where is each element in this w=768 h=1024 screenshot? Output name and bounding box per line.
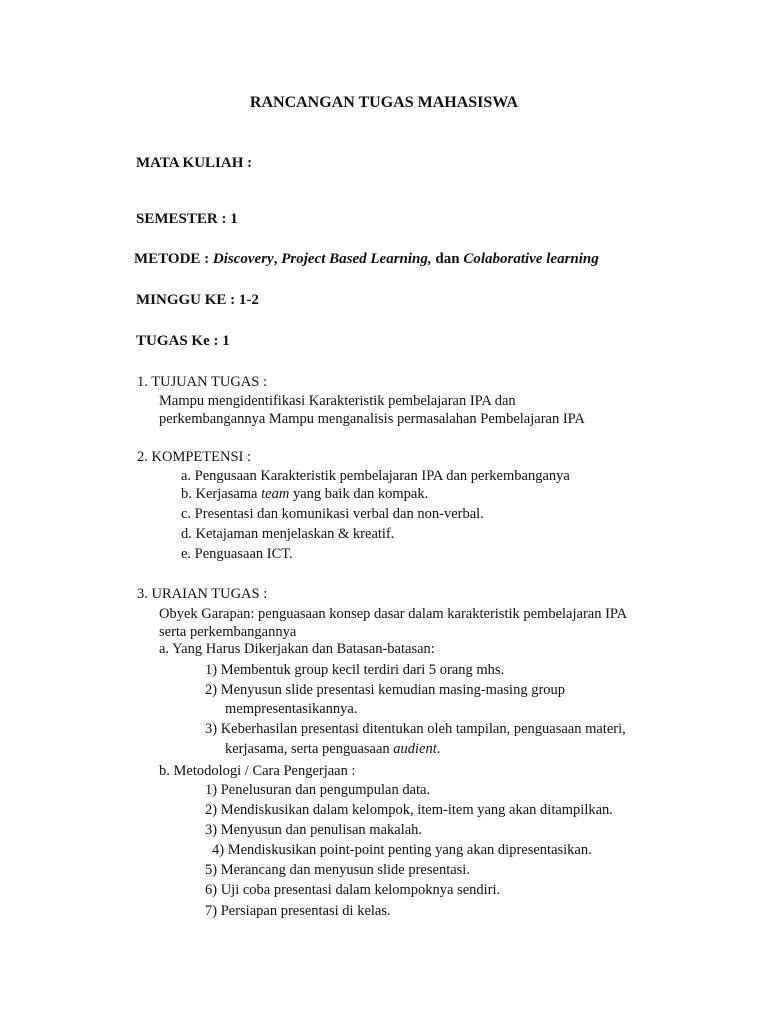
kompetensi-b-em: team bbox=[261, 486, 290, 502]
uraian-a3-pre: kerjasama, serta penguasaan bbox=[225, 741, 394, 757]
uraian-a-heading: a. Yang Harus Dikerjakan dan Batasan-batasan: bbox=[159, 641, 435, 657]
uraian-a-item-2-line-2: mempresentasikannya. bbox=[225, 701, 358, 717]
uraian-b-item-5: 5) Merancang dan menyusun slide presentasi. bbox=[205, 862, 470, 878]
uraian-a-item-3-line-1: 3) Keberhasilan presentasi ditentukan oleh tampilan, penguasaan materi, bbox=[205, 721, 626, 737]
uraian-b-item-4: 4) Mendiskusikan point-point penting yang akan dipresentasikan. bbox=[212, 842, 592, 858]
mata-kuliah-label: MATA KULIAH : bbox=[136, 155, 253, 171]
uraian-a-item-2-line-1: 2) Menyusun slide presentasi kemudian masing-masing group bbox=[205, 682, 566, 698]
tugas-ke-label: TUGAS Ke : 1 bbox=[136, 333, 230, 349]
uraian-b-item-7: 7) Persiapan presentasi di kelas. bbox=[205, 903, 391, 919]
uraian-b-item-2: 2) Mendiskusikan dalam kelompok, item-item yang akan ditampilkan. bbox=[205, 802, 613, 818]
uraian-a-item-3-line-2 bbox=[225, 740, 440, 758]
tujuan-line-1: Mampu mengidentifikasi Karakteristik pembelajaran IPA dan bbox=[159, 393, 516, 409]
tujuan-heading: 1. TUJUAN TUGAS : bbox=[137, 374, 267, 390]
uraian-b-item-1: 1) Penelusuran dan pengumpulan data. bbox=[205, 782, 431, 798]
metode-pbl: Project Based Learning, bbox=[281, 251, 432, 267]
kompetensi-item-d: d. Ketajaman menjelaskan & kreatif. bbox=[181, 526, 395, 542]
uraian-b-heading: b. Metodologi / Cara Pengerjaan : bbox=[159, 763, 356, 779]
kompetensi-item-a: a. Pengusaan Karakteristik pembelajaran IPA dan perkembanganya bbox=[181, 468, 570, 484]
uraian-a3-post: . bbox=[436, 741, 441, 757]
kompetensi-item-e: e. Penguasaan ICT. bbox=[181, 546, 293, 562]
kompetensi-b-pre: b. Kerjasama bbox=[181, 486, 262, 502]
uraian-a3-em: audient bbox=[393, 741, 437, 757]
tujuan-line-2: perkembangannya Mampu menganalisis permasalahan Pembelajaran IPA bbox=[159, 411, 585, 427]
kompetensi-heading: 2. KOMPETENSI : bbox=[137, 449, 251, 465]
metode-sep2: dan bbox=[431, 251, 464, 267]
metode-discovery: Discovery bbox=[212, 251, 274, 267]
uraian-b-item-6: 6) Uji coba presentasi dalam kelompoknya sendiri. bbox=[205, 882, 501, 898]
page-title: RANCANGAN TUGAS MAHASISWA bbox=[249, 94, 519, 111]
metode-label: METODE : bbox=[134, 251, 213, 267]
uraian-obyek-line-1: Obyek Garapan: penguasaan konsep dasar dalam karakteristik pembelajaran IPA bbox=[159, 606, 628, 622]
uraian-a-item-1: 1) Membentuk group kecil terdiri dari 5 orang mhs. bbox=[205, 662, 505, 678]
metode-line bbox=[134, 250, 599, 268]
kompetensi-item-b bbox=[181, 485, 428, 503]
metode-colab: Colaborative learning bbox=[463, 251, 599, 267]
minggu-label: MINGGU KE : 1-2 bbox=[136, 292, 259, 308]
uraian-heading: 3. URAIAN TUGAS : bbox=[137, 586, 268, 602]
semester-label: SEMESTER : 1 bbox=[136, 211, 238, 227]
kompetensi-b-post: yang baik dan kompak. bbox=[289, 486, 429, 502]
uraian-b-item-3: 3) Menyusun dan penulisan makalah. bbox=[205, 822, 423, 838]
uraian-obyek-line-2: serta perkembangannya bbox=[159, 624, 297, 640]
kompetensi-item-c: c. Presentasi dan komunikasi verbal dan non-verbal. bbox=[181, 506, 484, 522]
metode-sep1: , bbox=[273, 251, 282, 267]
